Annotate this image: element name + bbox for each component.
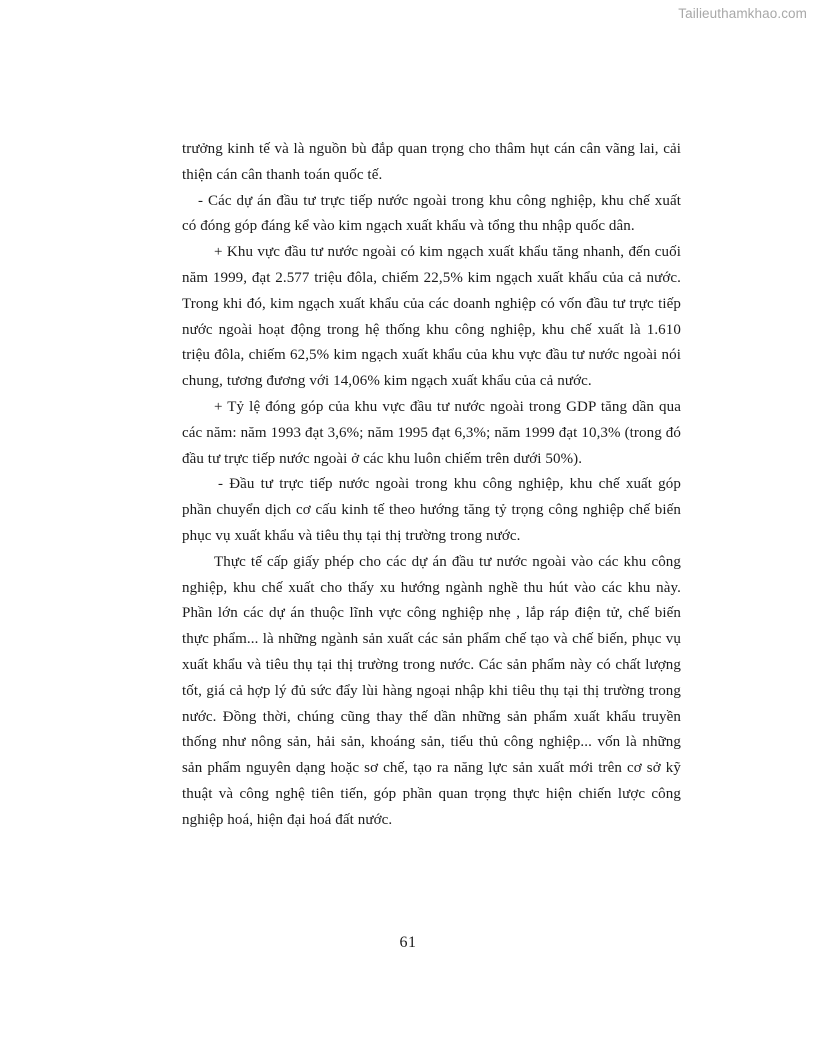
paragraph-4: + Tỷ lệ đóng góp của khu vực đầu tư nước ngoài trong GDP tăng dần qua các năm: năm 1993 đạt 3,6%; năm 1995 đạt 6,3%; năm 1999 đạt 10,3% (trong đó đầu tư trực tiếp nước ngoài ở các khu luôn chiếm trên dưới 50%).: [182, 398, 681, 467]
watermark: Tailieuthamkhao.com: [678, 6, 807, 21]
paragraph-3: + Khu vực đầu tư nước ngoài có kim ngạch xuất khẩu tăng nhanh, đến cuối năm 1999, đạt 2.577 triệu đôla, chiếm 22,5% kim ngạch xuất khẩu của cả nước. Trong khi đó, kim ngạch xuất khẩu của các doanh nghiệp có vốn đầu tư trực tiếp nước ngoài hoạt động trong hệ thống khu công nghiệp, khu chế xuất là 1.610 triệu đôla, chiếm 62,5% kim ngạch xuất khẩu của khu vực đầu tư nước ngoài nói chung, tương đương với 14,06% kim ngạch xuất khẩu của cả nước.: [182, 244, 681, 390]
page-number: 61: [399, 934, 417, 951]
paragraph-2: - Các dự án đầu tư trực tiếp nước ngoài trong khu công nghiệp, khu chế xuất có đóng góp đáng kể vào kim ngạch xuất khẩu và tổng thu nhập quốc dân.: [182, 192, 681, 235]
paragraph-1: trưởng kinh tế và là nguồn bù đắp quan trọng cho thâm hụt cán cân vãng lai, cải thiện cán cân thanh toán quốc tế.: [182, 141, 681, 183]
paragraph-6: Thực tế cấp giấy phép cho các dự án đầu tư nước ngoài vào các khu công nghiệp, khu chế xuất cho thấy xu hướng ngành nghề thu hút vào các khu này. Phần lớn các dự án thuộc lĩnh vực công nghiệp nhẹ , lắp ráp điện tử, chế biến thực phẩm... là những ngành sản xuất các sản phẩm chế tạo và chế biến, phục vụ xuất khẩu và tiêu thụ tại thị trường trong nước. Các sản phẩm này có chất lượng tốt, giá cả hợp lý đủ sức đẩy lùi hàng ngoại nhập khi tiêu thụ tại thị trường trong nước. Đồng thời, chúng cũng thay thế dần những sản phẩm xuất khẩu truyền thống như nông sản, hải sản, khoáng sản, tiểu thủ công nghiệp... vốn là những sản phẩm nguyên dạng hoặc sơ chế, tạo ra năng lực sản xuất mới trên cơ sở kỹ thuật và công nghệ tiên tiến, góp phần quan trọng thực hiện chiến lược công nghiệp hoá, hiện đại hoá đất nước.: [182, 553, 681, 828]
document-body: [182, 137, 681, 834]
paragraph-5: - Đầu tư trực tiếp nước ngoài trong khu công nghiệp, khu chế xuất góp phần chuyển dịch cơ cấu kinh tế theo hướng tăng tỷ trọng công nghiệp chế biến phục vụ xuất khẩu và tiêu thụ tại thị trường trong nước.: [182, 476, 681, 544]
